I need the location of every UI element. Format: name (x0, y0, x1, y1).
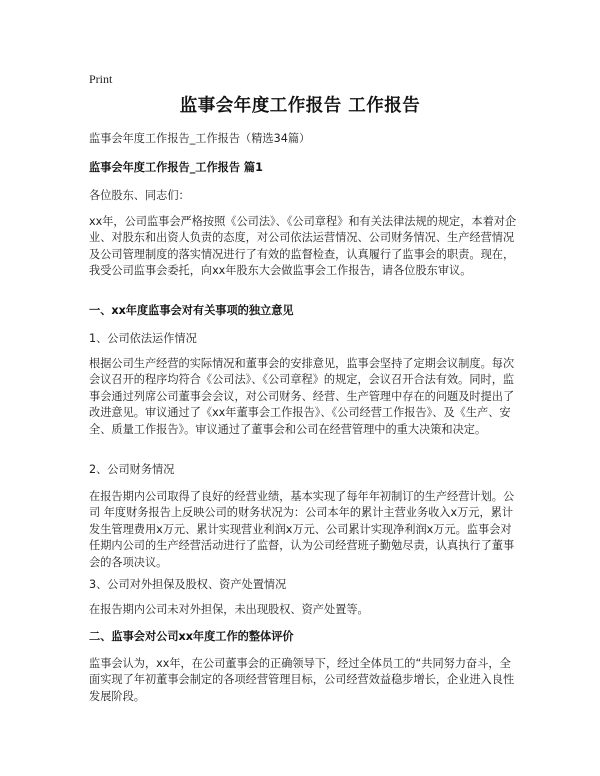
subheading-guarantees: 3、公司对外担保及股权、资产处置情况 (89, 578, 287, 591)
subheading-legal-operation: 1、公司依法运作情况 (89, 332, 197, 345)
page-title: 监事会年度工作报告 工作报告 (179, 96, 421, 116)
greeting: 各位股东、同志们： (89, 189, 190, 202)
heading-independent-opinions: 一、xx年度监事会对有关事项的独立意见 (89, 304, 294, 317)
subheading-financial-status: 2、公司财务情况 (89, 463, 175, 476)
intro-paragraph: xx年，公司监事会严格按照《公司法》、《公司章程》和有关法律法规的规定，本着对企业、对股东和出资人负责的态度，对公司依法运营情况、公司财务情况、生产经营情况及公司管理制度的落实情况进行了有效的监督检查，认真履行了监事会的职责。现在，我受公司监事会委托，向xx年股东大会做监事会工作报告，请各位股东审议。 (89, 215, 517, 278)
section-title: 监事会年度工作报告_工作报告 篇1 (89, 161, 263, 174)
print-label: Print (89, 72, 113, 86)
paragraph-guarantees: 在报告期内公司未对外担保，未出现股权、资产处置等。 (89, 603, 369, 616)
document-subtitle: 监事会年度工作报告_工作报告（精选34篇） (89, 132, 311, 145)
paragraph-overall-evaluation: 监事会认为，xx年，在公司董事会的正确领导下，经过全体员工的“共同努力奋斗，全面实现了年初董事会制定的各项经营管理目标，公司经营效益稳步增长，企业进入良性发展阶段。 (89, 657, 515, 703)
paragraph-financial-status: 在报告期内公司取得了良好的经营业绩，基本实现了每年年初制订的生产经营计划。公司 年度财务报告上反映公司的财务状况为：公司本年的累计主营业务收入x万元，累计发生管理费用x万元、累计实现营业利润x万元、公司累计实现净利润x万元。监事会对任期内公司的生产经营活动进行了监督，认为公司经营班子勤勉尽责，认真执行了董事会的各项决议。 (89, 490, 515, 569)
heading-overall-evaluation: 二、监事会对公司xx年度工作的整体评价 (89, 630, 294, 643)
paragraph-legal-operation: 根据公司生产经营的实际情况和董事会的安排意见，监事会坚持了定期会议制度。每次会议召开的程序均符合《公司法》、《公司章程》的规定，会议召开合法有效。同时，监事会通过列席公司董事会会议，对公司财务、经营、生产管理中存在的问题及时提出了改进意见。审议通过了《xx年董事会工作报告》、《公司经营工作报告》、及《生产、安全、质量工作报告》。审议通过了董事会和公司在经营管理中的重大决策和决定。 (89, 357, 515, 436)
